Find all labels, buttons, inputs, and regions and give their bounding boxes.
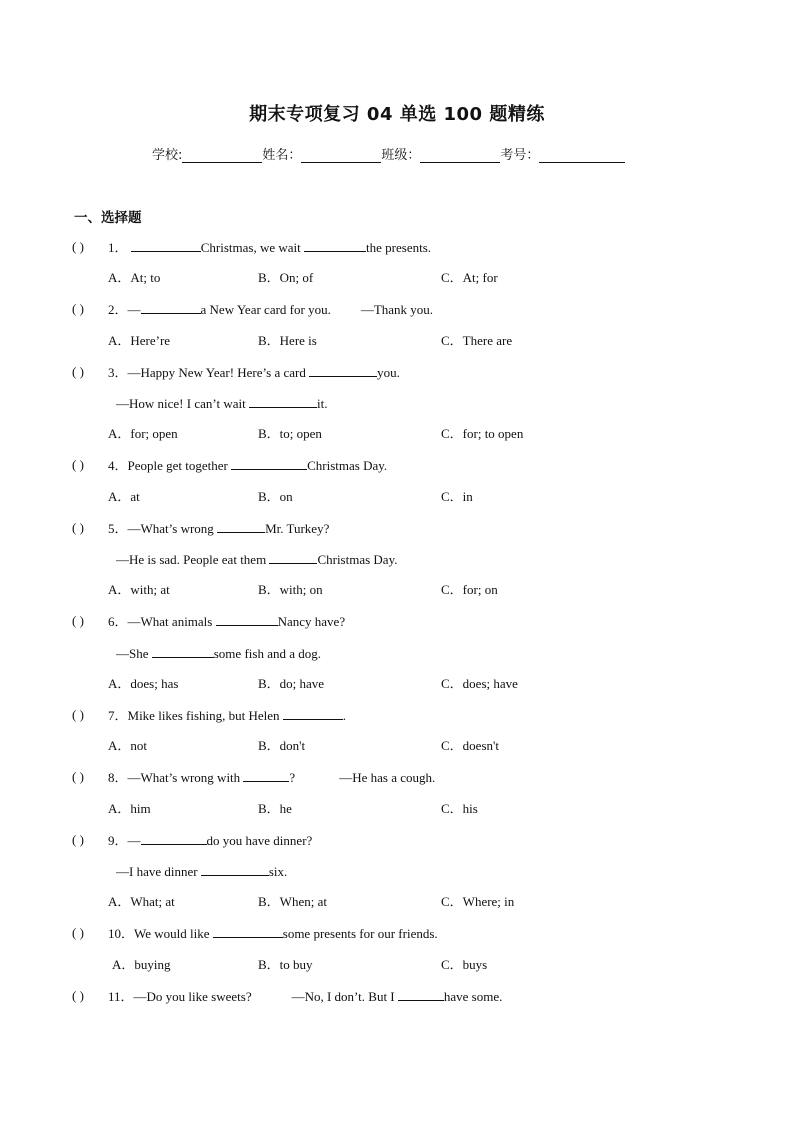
blank xyxy=(141,832,207,845)
question-3 xyxy=(108,364,400,381)
answer-paren[interactable]: ( ) xyxy=(72,457,84,472)
question-text: —Do you like sweets? xyxy=(133,989,252,1004)
question-text: —Thank you. xyxy=(360,302,434,317)
question-number: 6． xyxy=(108,614,128,629)
option-c[interactable]: C．There are xyxy=(441,333,513,348)
question-text: — xyxy=(127,833,141,848)
question-text: — xyxy=(127,302,141,317)
question-text: —He is sad. People eat them xyxy=(116,552,270,567)
blank xyxy=(231,457,307,470)
question-text: Christmas Day. xyxy=(317,552,398,567)
question-number: 11． xyxy=(108,989,134,1004)
question-number: 4． xyxy=(108,458,128,473)
school-blank[interactable] xyxy=(182,148,262,163)
question-1 xyxy=(108,239,431,256)
question-number: 7． xyxy=(108,708,128,723)
blank xyxy=(213,925,283,938)
answer-paren[interactable]: ( ) xyxy=(72,832,84,847)
question-6-reply xyxy=(116,645,321,662)
answer-paren[interactable]: ( ) xyxy=(72,925,84,940)
blank xyxy=(152,645,214,658)
question-9 xyxy=(108,832,312,849)
question-text: ? xyxy=(289,770,296,785)
question-text: Nancy have? xyxy=(277,614,346,629)
question-text: do you have dinner? xyxy=(206,833,313,848)
option-b[interactable]: B．he xyxy=(258,801,292,816)
question-11 xyxy=(108,988,502,1005)
option-a[interactable]: A．not xyxy=(108,738,148,753)
option-c[interactable]: C．in xyxy=(441,489,473,504)
question-text: Christmas Day. xyxy=(307,458,388,473)
question-number: 5． xyxy=(108,521,128,536)
question-text: We would like xyxy=(134,926,213,941)
option-a[interactable]: A．with; at xyxy=(108,582,170,597)
question-7 xyxy=(108,707,346,724)
question-text: six. xyxy=(268,864,288,879)
option-b[interactable]: B．to; open xyxy=(258,426,322,441)
blank xyxy=(304,239,366,252)
option-c[interactable]: C．for; on xyxy=(441,582,498,597)
question-number: 2． xyxy=(108,302,128,317)
blank xyxy=(141,301,201,314)
question-text: have some. xyxy=(443,989,503,1004)
question-4 xyxy=(108,457,387,474)
option-a[interactable]: A．for; open xyxy=(108,426,178,441)
answer-paren[interactable]: ( ) xyxy=(72,707,84,722)
option-c[interactable]: C．Where; in xyxy=(441,894,515,909)
blank xyxy=(217,520,265,533)
class-label: 班级： xyxy=(381,148,421,163)
option-b[interactable]: B．do; have xyxy=(258,676,325,691)
question-6 xyxy=(108,613,345,630)
blank xyxy=(216,613,278,626)
question-5-reply xyxy=(116,551,397,568)
section-heading: 一、选择题 xyxy=(74,210,142,226)
option-c[interactable]: C．buys xyxy=(441,957,488,972)
question-text: People get together xyxy=(127,458,232,473)
question-5 xyxy=(108,520,329,537)
question-10 xyxy=(108,925,438,942)
answer-paren[interactable]: ( ) xyxy=(72,988,84,1003)
question-text: —I have dinner xyxy=(116,864,201,879)
option-a[interactable]: A．What; at xyxy=(108,894,175,909)
option-a[interactable]: A．at xyxy=(108,489,140,504)
option-a[interactable]: A．him xyxy=(108,801,151,816)
question-text: a New Year card for you. xyxy=(200,302,331,317)
option-b[interactable]: B．On; of xyxy=(258,270,314,285)
question-text: Christmas, we wait xyxy=(200,240,305,255)
option-a[interactable]: A．does; has xyxy=(108,676,179,691)
answer-paren[interactable]: ( ) xyxy=(72,769,84,784)
option-b[interactable]: B．to buy xyxy=(258,957,313,972)
question-text: —She xyxy=(116,646,152,661)
answer-paren[interactable]: ( ) xyxy=(72,613,84,628)
blank xyxy=(131,239,201,252)
exam-no-blank[interactable] xyxy=(539,148,625,163)
question-text: —Happy New Year! Here’s a card xyxy=(127,365,310,380)
answer-paren[interactable]: ( ) xyxy=(72,301,84,316)
option-a[interactable]: A．At; to xyxy=(108,270,161,285)
option-b[interactable]: B．don't xyxy=(258,738,306,753)
class-blank[interactable] xyxy=(420,148,500,163)
blank xyxy=(398,988,444,1001)
option-a[interactable]: A．buying xyxy=(112,957,171,972)
question-text: the presents. xyxy=(366,240,432,255)
question-text: some fish and a dog. xyxy=(213,646,321,661)
question-number: 8． xyxy=(108,770,128,785)
exam-no-label: 考号： xyxy=(500,148,540,163)
question-text: —He has a cough. xyxy=(339,770,436,785)
question-text: —What’s wrong xyxy=(127,521,218,536)
question-8 xyxy=(108,769,435,786)
answer-paren[interactable]: ( ) xyxy=(72,364,84,379)
blank xyxy=(283,707,343,720)
option-c[interactable]: C．doesn't xyxy=(441,738,499,753)
question-text: . xyxy=(342,708,347,723)
question-2 xyxy=(108,301,433,318)
question-text: —No, I don’t. But I xyxy=(291,989,398,1004)
option-b[interactable]: B．with; on xyxy=(258,582,323,597)
option-c[interactable]: C．for; to open xyxy=(441,426,524,441)
option-c[interactable]: C．does; have xyxy=(441,676,518,691)
question-text: you. xyxy=(377,365,400,380)
blank xyxy=(201,863,269,876)
question-text: —What animals xyxy=(127,614,216,629)
question-number: 3． xyxy=(108,365,128,380)
blank xyxy=(249,395,317,408)
blank xyxy=(243,769,289,782)
question-text: some presents for our friends. xyxy=(282,926,438,941)
question-text: —How nice! I can’t wait xyxy=(116,396,249,411)
question-number: 9． xyxy=(108,833,128,848)
option-b[interactable]: B．Here is xyxy=(258,333,317,348)
option-b[interactable]: B．When; at xyxy=(258,894,327,909)
question-3-reply xyxy=(116,395,327,412)
question-text: it. xyxy=(316,396,328,411)
student-info-line xyxy=(152,144,625,163)
option-a[interactable]: A．Here’re xyxy=(108,333,171,348)
question-number: 10． xyxy=(108,926,135,941)
answer-paren[interactable]: ( ) xyxy=(72,239,84,254)
question-9-reply xyxy=(116,863,287,880)
question-text: —What’s wrong with xyxy=(127,770,244,785)
option-c[interactable]: C．his xyxy=(441,801,478,816)
page-title: 期末专项复习 04 单选 100 题精练 xyxy=(249,104,545,125)
question-text: Mike likes fishing, but Helen xyxy=(127,708,283,723)
answer-paren[interactable]: ( ) xyxy=(72,520,84,535)
name-blank[interactable] xyxy=(301,148,381,163)
school-label: 学校: xyxy=(152,148,183,163)
name-label: 姓名： xyxy=(262,148,302,163)
blank xyxy=(309,364,377,377)
question-number: 1． xyxy=(108,240,128,255)
option-b[interactable]: B．on xyxy=(258,489,293,504)
question-text: Mr. Turkey? xyxy=(265,521,330,536)
blank xyxy=(269,551,317,564)
option-c[interactable]: C．At; for xyxy=(441,270,498,285)
